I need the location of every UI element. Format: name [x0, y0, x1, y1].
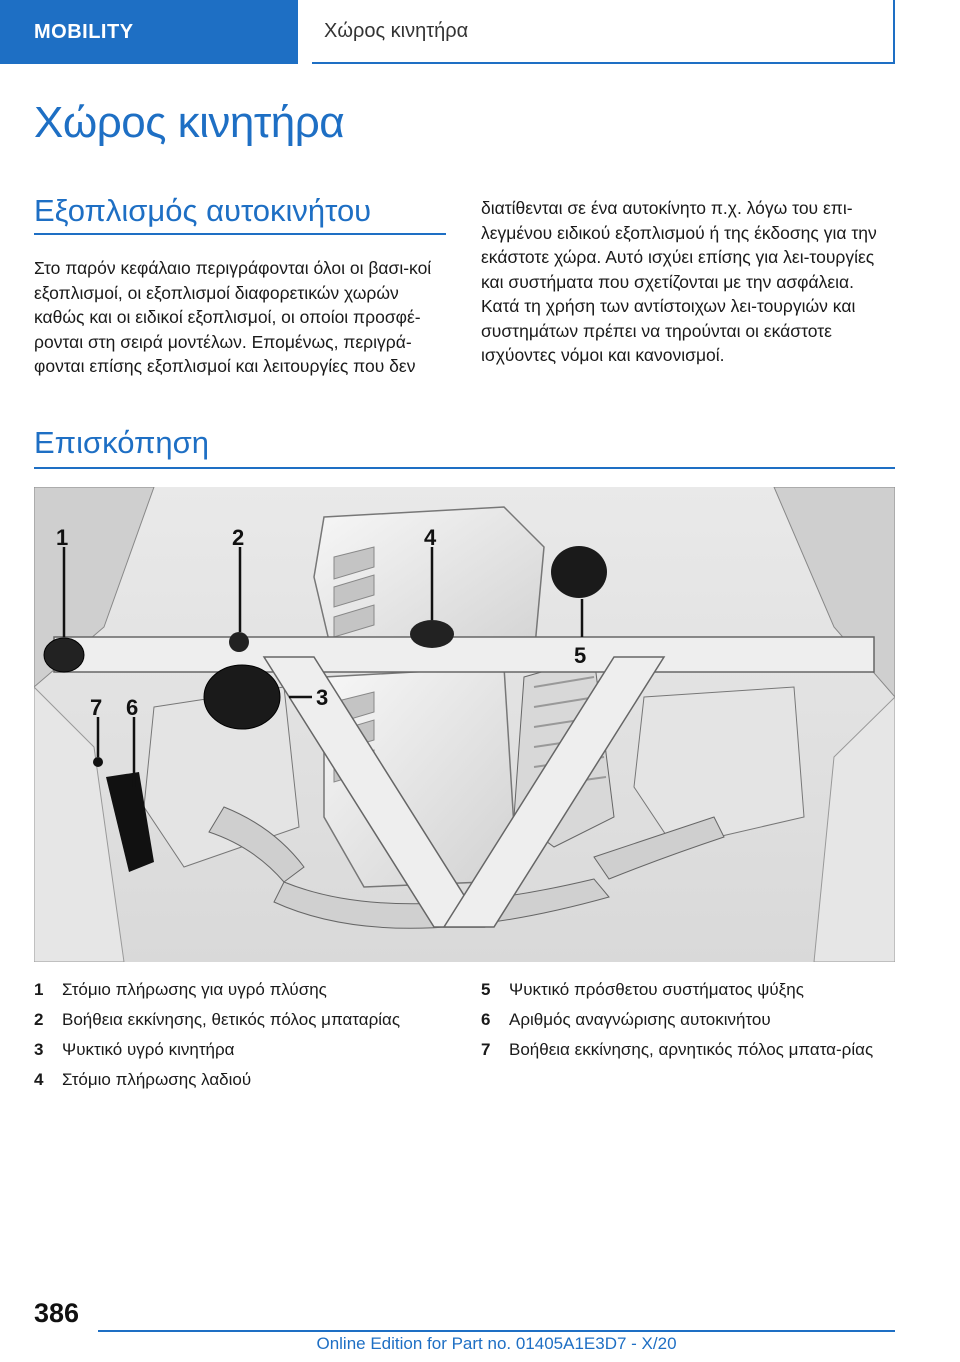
- engine-bay-illustration: [34, 487, 895, 962]
- breadcrumb-label: Χώρος κινητήρα: [324, 19, 469, 42]
- footer-divider: [98, 1330, 895, 1332]
- legend-number: 7: [481, 1040, 491, 1059]
- header-tab-label: MOBILITY: [34, 20, 134, 43]
- legend-text: Ψυκτικό υγρό κινητήρα: [62, 1040, 235, 1059]
- footer-edition-link[interactable]: Online Edition for Part no. 01405A1E3D7 - X/20: [316, 1334, 677, 1353]
- legend-number: 4: [34, 1070, 44, 1089]
- callout-1: 1: [56, 525, 69, 550]
- legend-item: [34, 1068, 454, 1092]
- legend-item: [34, 1038, 454, 1062]
- legend-item: [34, 1008, 454, 1032]
- legend-list-left: [34, 978, 454, 1098]
- legend-text: Στόμιο πλήρωσης για υγρό πλύσης: [62, 980, 327, 999]
- equipment-paragraph-left: Στο παρόν κεφάλαιο περιγράφονται όλοι οι βασι-κοί εξοπλισμοί, οι εξοπλισμοί διαφορετικών χωρών καθώς και οι ειδικοί εξοπλισμοί, οι οποίοι προσφέ-ρονται στη σειρά μοντέλων. Επομένως, περιγρά-φονται επίσης εξοπλισμοί και λειτουργίες που δεν: [34, 258, 432, 376]
- breadcrumb: [312, 0, 895, 64]
- page-number: 386: [34, 1298, 80, 1328]
- callout-4: 4: [424, 525, 437, 550]
- section-title-overview: Επισκόπηση: [34, 425, 895, 469]
- callout-6: 6: [126, 695, 139, 720]
- legend-item: [481, 978, 895, 1002]
- legend-text: Βοήθεια εκκίνησης, θετικός πόλος μπαταρίας: [62, 1010, 401, 1029]
- legend-item: [481, 1038, 895, 1062]
- callout-7: 7: [90, 695, 103, 720]
- legend-number: 6: [481, 1010, 491, 1029]
- legend-text: Αριθμός αναγνώρισης αυτοκινήτου: [509, 1010, 771, 1029]
- legend-number: 2: [34, 1010, 44, 1029]
- legend-number: 5: [481, 980, 491, 999]
- legend-item: [34, 978, 454, 1002]
- legend-text: Ψυκτικό πρόσθετου συστήματος ψύξης: [509, 980, 804, 999]
- legend-number: 3: [34, 1040, 44, 1059]
- legend-list-right: [481, 978, 895, 1068]
- header-tab[interactable]: [0, 0, 298, 64]
- legend-text: Στόμιο πλήρωσης λαδιού: [62, 1070, 252, 1089]
- page-title: Χώρος κινητήρα: [34, 98, 345, 147]
- callout-3: 3: [316, 685, 329, 710]
- legend-text: Βοήθεια εκκίνησης, αρνητικός πόλος μπατα-ρίας: [509, 1040, 874, 1059]
- engine-bay-figure: [34, 487, 895, 962]
- legend-number: 1: [34, 980, 44, 999]
- callout-5: 5: [574, 643, 587, 668]
- equipment-paragraph-right: διατίθενται σε ένα αυτοκίνητο π.χ. λόγω του επι-λεγμένου ειδικού εξοπλισμού ή της έκδοσης για την εκάστοτε χώρα. Αυτό ισχύει επίσης για λει-τουργίες και συστήματα που σχετίζονται με την ασφάλεια. Κατά τη χρήση των αντίστοιχων λει-τουργιών και συστημάτων πρέπει να τηρούνται οι εκάστοτε ισχύοντες νόμοι και κανονισμοί.: [481, 198, 877, 365]
- callout-2: 2: [232, 525, 245, 550]
- section-title-equipment: Εξοπλισμός αυτοκινήτου: [34, 193, 446, 235]
- legend-item: [481, 1008, 895, 1032]
